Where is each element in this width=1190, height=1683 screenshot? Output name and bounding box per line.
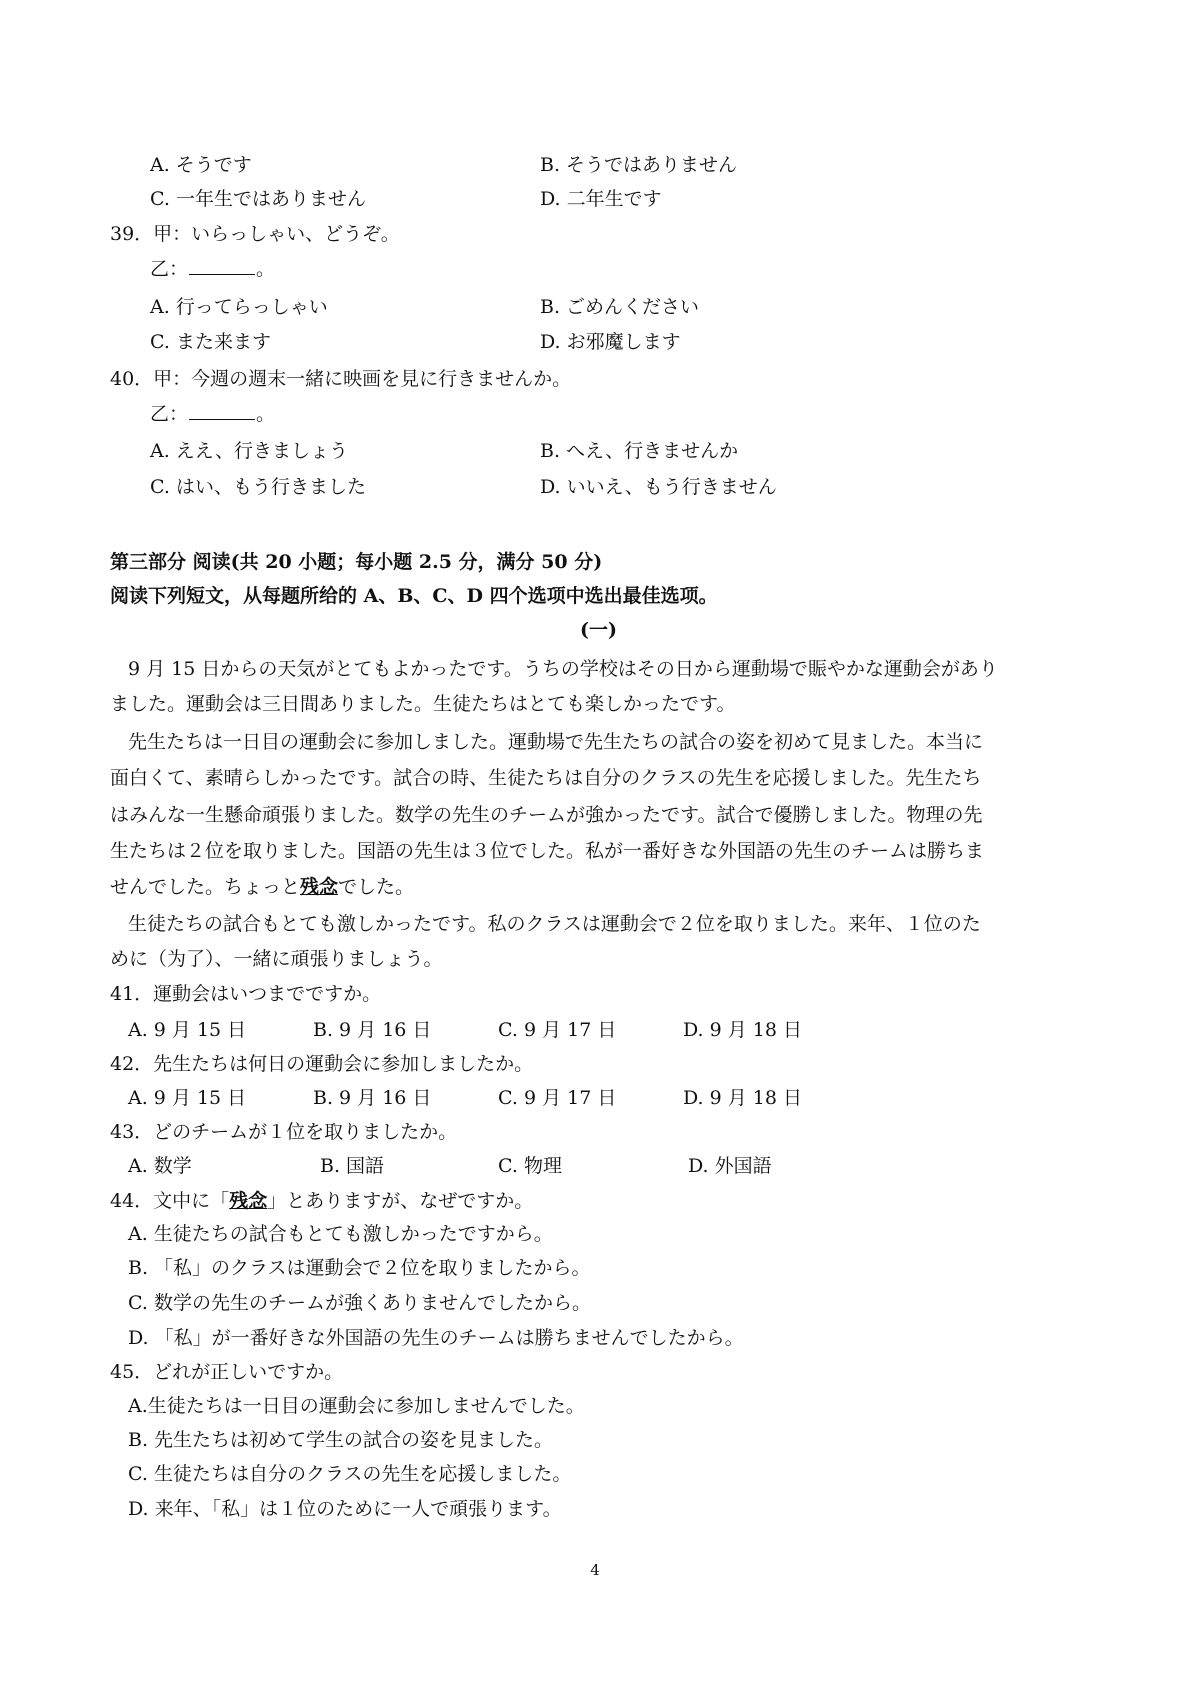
- q40-reply-prefix: 乙：: [150, 403, 189, 425]
- section3-instruction: 阅读下列短文，从每题所给的 A、B、C、D 四个选项中选出最佳选项。: [110, 585, 718, 607]
- q43-option-b: B. 国語: [320, 1155, 385, 1177]
- q45-option-b: B. 先生たちは初めて学生の試合の姿を見ました。: [128, 1429, 554, 1451]
- q40-answer-blank: [189, 401, 255, 420]
- q45-option-a: A.生徒たちは一日目の運動会に参加しませんでした。: [128, 1395, 585, 1417]
- q43-option-a: A. 数学: [128, 1155, 192, 1177]
- section3-title: 第三部分 阅读(共 20 小题；每小题 2.5 分，满分 50 分): [110, 551, 603, 573]
- q40-option-d: D. いいえ、もう行きません: [540, 476, 777, 498]
- q41-option-b: B. 9 月 16 日: [313, 1019, 432, 1041]
- passage-label: (一): [580, 619, 617, 641]
- q41-option-c: C. 9 月 17 日: [498, 1019, 617, 1041]
- q43-option-c: C. 物理: [498, 1155, 562, 1177]
- q41-option-d: D. 9 月 18 日: [683, 1019, 803, 1041]
- q44-option-d: D. 「私」が一番好きな外国語の先生のチームは勝ちませんでしたから。: [128, 1327, 744, 1349]
- q40-option-a: A. ええ、行きましょう: [150, 440, 348, 462]
- q39-option-d: D. お邪魔します: [540, 331, 681, 353]
- passage-p3-line1: 生徒たちの試合もとても激しかったです。私のクラスは運動会で２位を取りました。来年、１位のた: [128, 913, 981, 935]
- q45-prompt: 45．どれが正しいですか。: [110, 1361, 344, 1383]
- q39-reply-prefix: 乙：: [150, 258, 189, 280]
- q42-option-c: C. 9 月 17 日: [498, 1087, 617, 1109]
- q39-prompt: 39．甲：いらっしゃい、どうぞ。: [110, 223, 400, 245]
- q40-option-c: C. はい、もう行きました: [150, 476, 366, 498]
- q41-option-a: A. 9 月 15 日: [128, 1019, 247, 1041]
- q44-prompt: [110, 1188, 533, 1214]
- q38-option-a: A. そうです: [150, 154, 252, 176]
- q39-reply-suffix: 。: [256, 258, 276, 280]
- passage-p2-line1: 先生たちは一日目の運動会に参加しました。運動場で先生たちの試合の姿を初めて見ました。本当に: [128, 731, 984, 753]
- q39-reply: [150, 256, 275, 282]
- q44-prompt-pre: 44．文中に「: [110, 1190, 230, 1212]
- passage-p2-line3: はみんな一生懸命頑張りました。数学の先生のチームが強かったです。試合で優勝しました。物理の先: [110, 804, 983, 826]
- passage-p2-line4: 生たちは２位を取りました。国語の先生は３位でした。私が一番好きな外国語の先生のチームは勝ちま: [110, 840, 985, 862]
- passage-p1-line2: ました。運動会は三日間ありました。生徒たちはとても楽しかったです。: [110, 693, 736, 715]
- q39-option-b: B. ごめんください: [540, 296, 700, 318]
- q40-reply-suffix: 。: [256, 403, 276, 425]
- q40-reply: [150, 401, 275, 427]
- q45-option-c: C. 生徒たちは自分のクラスの先生を応援しました。: [128, 1463, 572, 1485]
- page-number: 4: [590, 1561, 600, 1579]
- q42-prompt: 42．先生たちは何日の運動会に参加しましたか。: [110, 1053, 534, 1075]
- passage-p1-line1: 9 月 15 日からの天気がとてもよかったです。うちの学校はその日から運動場で賑やかな運動会があり: [128, 658, 998, 680]
- q39-option-a: A. 行ってらっしゃい: [150, 296, 328, 318]
- q44-prompt-post: 」とありますが、なぜですか。: [267, 1190, 534, 1212]
- passage-p2-line5: [110, 874, 414, 900]
- passage-p3-line2: めに（为了）、一緒に頑張りましょう。: [110, 948, 443, 970]
- q41-prompt: 41．運動会はいつまでですか。: [110, 983, 382, 1005]
- passage-p2-line5-pre: せんでした。ちょっと: [110, 876, 301, 898]
- q43-option-d: D. 外国語: [688, 1155, 772, 1177]
- q40-option-b: B. へえ、行きませんか: [540, 440, 739, 462]
- q40-prompt: 40．甲：今週の週末一緒に映画を見に行きませんか。: [110, 368, 572, 390]
- q38-option-b: B. そうではありません: [540, 154, 738, 176]
- passage-p2-line2: 面白くて、素晴らしかったです。試合の時、生徒たちは自分のクラスの先生を応援しました。先生たち: [110, 767, 982, 789]
- passage-p2-line5-post: でした。: [338, 876, 415, 898]
- q39-option-c: C. また来ます: [150, 331, 271, 353]
- q44-keyword-zannen: 残念: [229, 1190, 268, 1212]
- passage-keyword-zannen: 残念: [300, 876, 339, 898]
- q44-option-b: B. 「私」のクラスは運動会で２位を取りましたから。: [128, 1257, 591, 1279]
- q42-option-a: A. 9 月 15 日: [128, 1087, 247, 1109]
- q42-option-d: D. 9 月 18 日: [683, 1087, 803, 1109]
- q42-option-b: B. 9 月 16 日: [313, 1087, 432, 1109]
- q38-option-d: D. 二年生です: [540, 188, 662, 210]
- q45-option-d: D. 来年、「私」は１位のために一人で頑張ります。: [128, 1498, 562, 1520]
- q38-option-c: C. 一年生ではありません: [150, 188, 366, 210]
- q44-option-c: C. 数学の先生のチームが強くありませんでしたから。: [128, 1292, 591, 1314]
- q44-option-a: A. 生徒たちの試合もとても激しかったですから。: [128, 1223, 553, 1245]
- q43-prompt: 43．どのチームが１位を取りましたか。: [110, 1121, 458, 1143]
- q39-answer-blank: [189, 256, 255, 275]
